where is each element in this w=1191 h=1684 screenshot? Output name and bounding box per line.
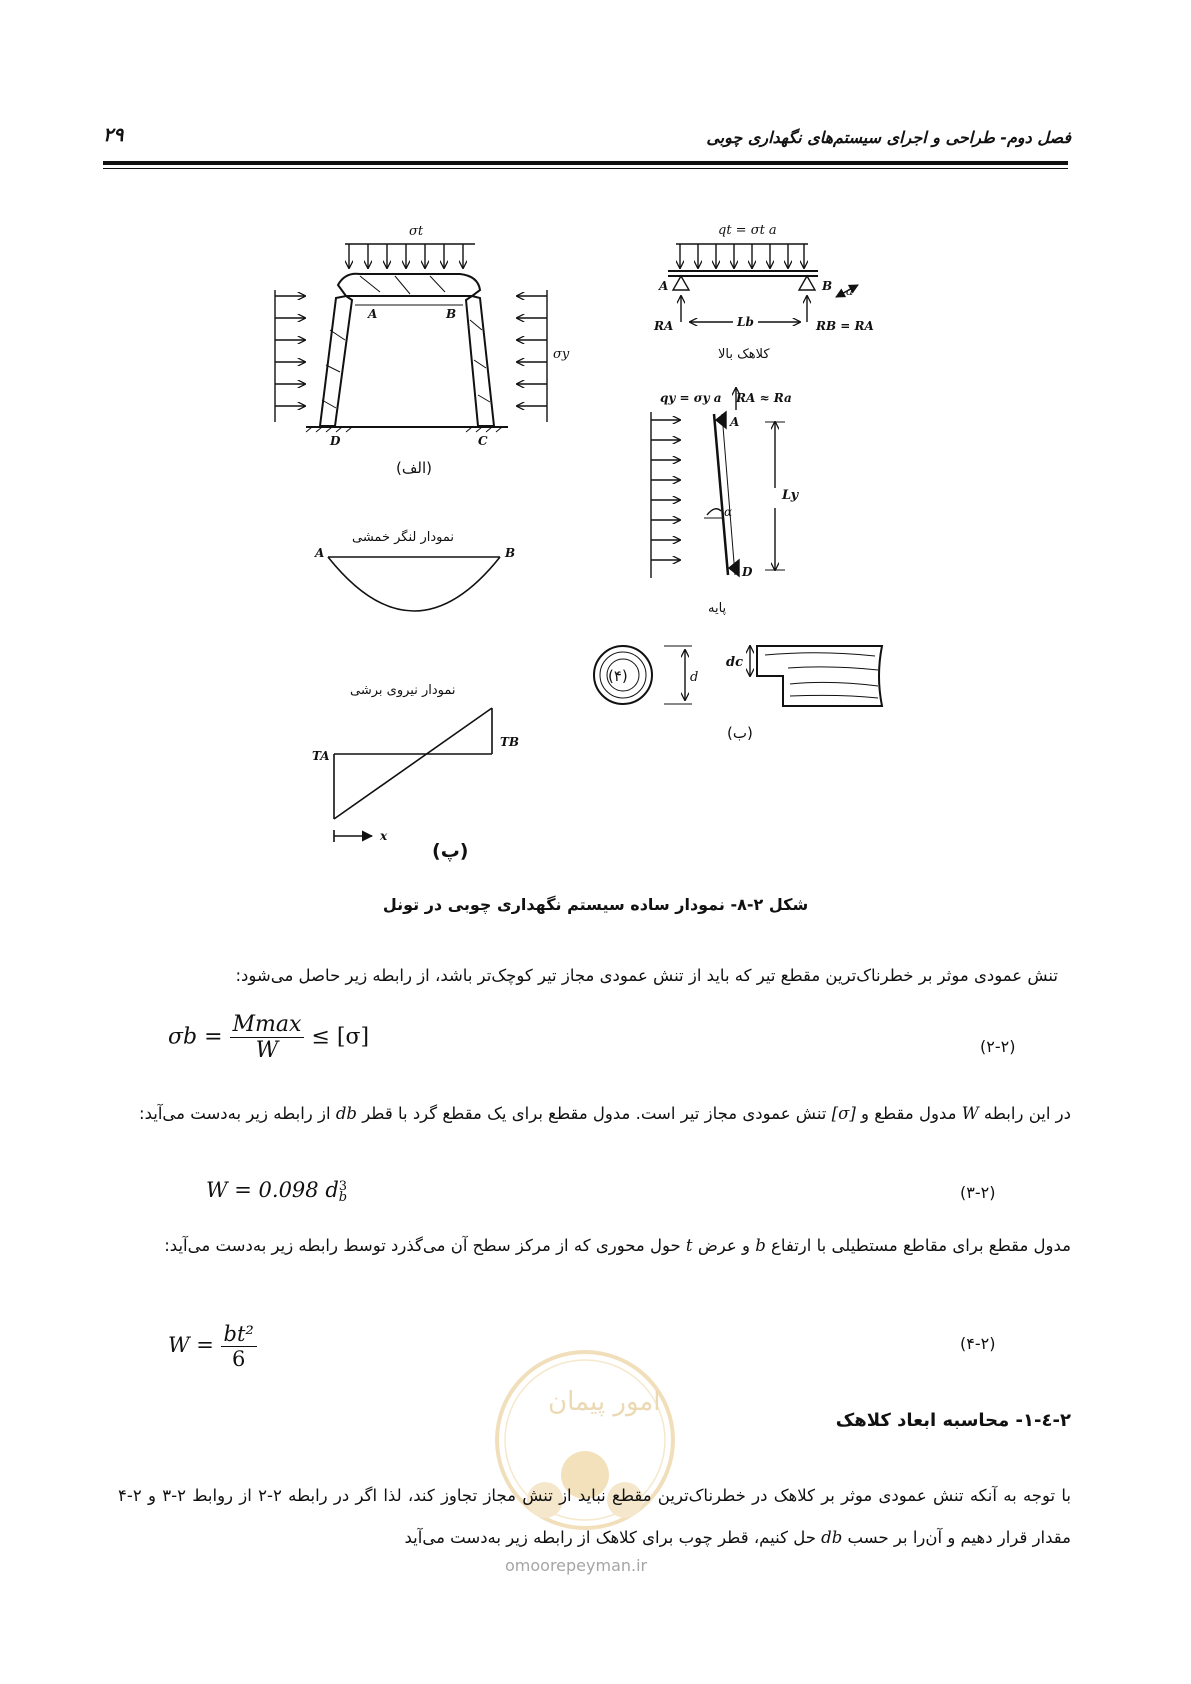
moment-label-a: A — [315, 546, 325, 560]
chapter-title: فصل دوم- طراحی و اجرای سیستم‌های نگهداری چوبی — [706, 128, 1071, 147]
shear-label-x: x — [380, 829, 388, 843]
eq1-fraction — [230, 1012, 305, 1063]
para2-symbol-sigma: [σ] — [831, 1104, 856, 1123]
shear-label-ta: TA — [312, 749, 330, 763]
para3-symbol-b: b — [755, 1236, 766, 1255]
top-load-arrows — [349, 244, 463, 268]
cap-label-ra: RA — [654, 319, 674, 333]
log-label: (۴) — [608, 667, 628, 685]
post-title: پایه — [708, 601, 727, 616]
para2-text-2: مدول مقطع و — [861, 1104, 957, 1123]
equation-2-2-number: (۲-۲) — [980, 1037, 1016, 1056]
moment-label-b: B — [505, 546, 516, 560]
shear-title: نمودار نیروی برشی — [350, 683, 456, 698]
label-sigma-t: σt — [409, 224, 424, 239]
post-label-ly: Ly — [782, 488, 799, 503]
figure-caption: شکل ۲-۸- نمودار ساده سیستم نگهداری چوبی در تونل — [382, 895, 809, 914]
post-label-a: A — [730, 415, 740, 429]
log-label-dc: dc — [726, 655, 744, 670]
frame-label-d: D — [330, 434, 341, 448]
eq3-fraction — [221, 1322, 257, 1371]
eq3-numerator: bt² — [221, 1322, 257, 1347]
equation-2-2 — [168, 1012, 369, 1063]
para2-text-1: در این رابطه — [983, 1104, 1071, 1123]
para3-text-2: و عرض — [697, 1236, 750, 1255]
para4-text-1: با توجه به آنکه تنش عمودی موثر بر کلاهک در خطرناک‌ترین مقطع نباید از تنش مجاز تجاوز کند، لذا اگر در رابطه ۲-۲ از روابط ۲-۳ و ۲-۴ مقدار قرار دهیم و آن‌را بر حسب — [118, 1486, 1071, 1547]
eq1-lhs: σb = — [168, 1024, 223, 1050]
watermark-url: omoorepeyman.ir — [505, 1556, 648, 1575]
eq2-text: W = 0.098 d — [206, 1178, 339, 1202]
post-label-alpha: α — [724, 505, 733, 519]
shear-label-tb: TB — [500, 735, 520, 749]
moment-title: نمودار لنگر خمشی — [352, 530, 455, 545]
paragraph-1: تنش عمودی موثر بر خطرناک‌ترین مقطع تیر که باید از تنش عمودی مجاز تیر کوچک‌تر باشد، از رابطه زیر حاصل می‌شود: — [235, 966, 1058, 985]
label-sigma-y: σy — [553, 347, 570, 362]
eq3-lhs: W = — [168, 1333, 214, 1357]
equation-2-3 — [206, 1178, 347, 1203]
para3-text-1: مدول مقطع برای مقاطع مستطیلی با ارتفاع — [771, 1236, 1071, 1255]
post-label-d: D — [742, 565, 753, 579]
paragraph-4 — [118, 1475, 1071, 1559]
cap-label-rb: RB = RA — [816, 319, 874, 333]
watermark-logo-text: امور پیمان — [548, 1387, 661, 1417]
equation-2-3-number: (۳-۲) — [960, 1183, 996, 1202]
para3-text-3: حول محوری که از مرکز سطح آن می‌گذرد توسط رابطه زیر به‌دست می‌آید: — [164, 1236, 681, 1255]
frame-label-a: A — [368, 307, 378, 321]
section-heading: ۲-٤-۱- محاسبه ابعاد کلاهک — [835, 1410, 1071, 1431]
cap-label-lb: Lb — [737, 315, 754, 329]
para2-symbol-db: db — [335, 1104, 357, 1123]
eq2-superscript: 3 — [338, 1178, 348, 1194]
cap-title: کلاهک بالا — [718, 347, 770, 362]
para4-symbol-db: db — [821, 1528, 843, 1547]
eq1-numerator: Mmax — [230, 1012, 305, 1038]
frame-label-b: B — [446, 307, 457, 321]
para2-text-3: تنش عمودی مجاز تیر است. مدول مقطع برای یک مقطع گرد با قطر — [362, 1104, 827, 1123]
panel-a-label: (الف) — [396, 459, 432, 477]
eq3-denominator: 6 — [232, 1347, 246, 1371]
paragraph-2 — [118, 1093, 1071, 1135]
para2-symbol-w: W — [961, 1104, 979, 1123]
page-number: ۲۹ — [103, 124, 124, 146]
cap-label-a-dim: a — [846, 284, 854, 298]
panel-p-label: (پ) — [432, 840, 469, 862]
para4-text-2: حل کنیم، قطر چوب برای کلاهک از رابطه زیر به‌دست می‌آید — [404, 1528, 816, 1547]
cap-label-a: A — [659, 279, 669, 293]
equation-2-4 — [168, 1322, 257, 1371]
paragraph-3 — [118, 1225, 1071, 1267]
eq1-rhs: ≤ [σ] — [311, 1024, 370, 1050]
eq2-subscript: b — [338, 1189, 348, 1205]
frame-label-c: C — [478, 434, 488, 448]
post-load-label: qy = σy a — [660, 391, 722, 405]
para2-text-4: از رابطه زیر به‌دست می‌آید: — [139, 1104, 331, 1123]
cap-label-b: B — [822, 279, 833, 293]
log-label-d: d — [690, 670, 699, 685]
equation-2-4-number: (۴-۲) — [960, 1334, 996, 1353]
eq1-denominator: W — [255, 1038, 279, 1063]
eq2-scripts — [338, 1178, 348, 1205]
post-reaction-label: RA ≈ Ra — [736, 391, 792, 405]
para3-symbol-t: t — [685, 1236, 693, 1255]
panel-b-label: (ب) — [727, 724, 753, 742]
cap-load-label: qt = σt a — [718, 223, 777, 238]
